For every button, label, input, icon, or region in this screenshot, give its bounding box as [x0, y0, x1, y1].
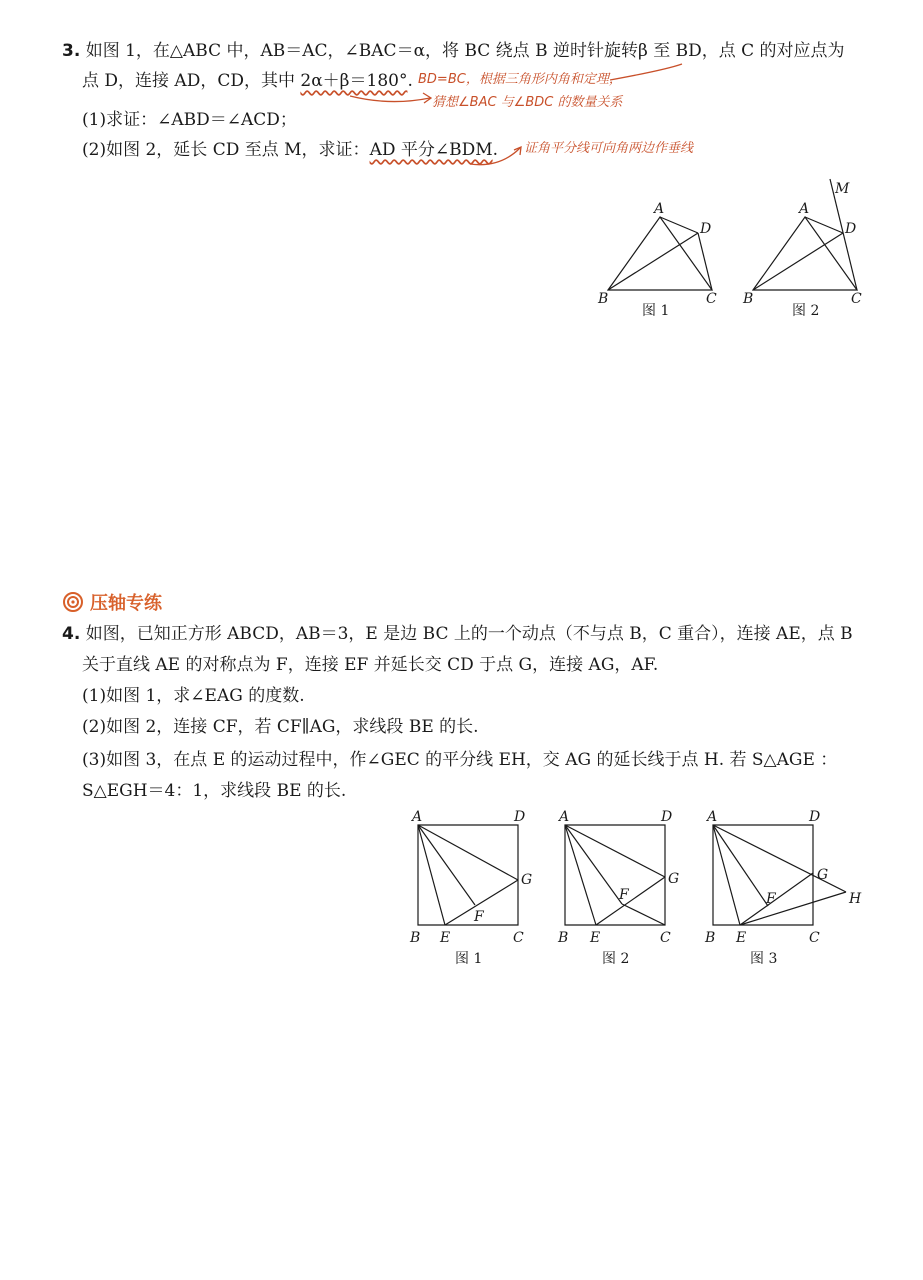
- label-g: G: [521, 872, 533, 888]
- p4-q3-line2: S△EGH＝4：1，求线段 BE 的长.: [82, 781, 347, 801]
- segment-af-3: [713, 825, 768, 906]
- label-f-3: F: [766, 891, 776, 907]
- segment-bd-2: [753, 233, 843, 290]
- p4-q2: (2)如图 2，连接 CF，若 CF∥AG，求线段 BE 的长.: [82, 717, 479, 737]
- label-a: A: [654, 201, 665, 217]
- label-e: E: [440, 930, 451, 946]
- annotation-arrow-2: [440, 140, 540, 170]
- square-abcd-3: [713, 825, 813, 925]
- label-f-2: F: [619, 887, 629, 903]
- target-icon: [62, 591, 84, 613]
- square-abcd: [418, 825, 518, 925]
- p3-line2-suffix: .: [407, 71, 413, 91]
- fig2-caption: 图 2: [602, 951, 630, 967]
- p4-figures: [400, 805, 880, 975]
- p3-line1-text: 如图 1，在△ABC 中，AB＝AC，∠BAC＝α，将 BC 绕点 B 逆时针旋转β 至 BD，点 C 的对应点为: [85, 41, 845, 61]
- annotation-arrow: [320, 60, 700, 110]
- label-b-2: B: [743, 291, 754, 307]
- p3-fig2: [742, 179, 862, 319]
- segment-ag: [418, 825, 518, 880]
- label-m: M: [835, 181, 850, 197]
- label-b-2: B: [558, 930, 569, 946]
- p3-condition: 2α＋β＝180°: [300, 71, 408, 91]
- fig1-caption: 图 1: [642, 303, 670, 319]
- label-c: C: [706, 291, 717, 307]
- label-c-3: C: [809, 930, 820, 946]
- label-b-3: B: [705, 930, 716, 946]
- p3-note2: 猜想∠BAC 与∠BDC 的数量关系: [432, 95, 623, 110]
- label-b: B: [410, 930, 421, 946]
- segment-af: [418, 825, 475, 905]
- segment-cf: [622, 904, 665, 925]
- p4-line1-text: 如图，已知正方形 ABCD，AB＝3，E 是边 BC 上的一个动点（不与点 B，C 重合），连接 AE，点 B: [85, 624, 853, 644]
- section-header: [62, 589, 162, 615]
- label-d-2: D: [661, 809, 673, 825]
- p3-q2-suffix: .: [492, 140, 499, 160]
- label-b: B: [598, 291, 609, 307]
- segment-ae: [418, 825, 445, 925]
- p3-figures: [590, 175, 880, 325]
- triangle-abc: [608, 217, 712, 290]
- label-c: C: [513, 930, 524, 946]
- fig1-caption: 图 1: [455, 951, 483, 967]
- segment-ae-2: [565, 825, 596, 925]
- label-g-3: G: [817, 867, 829, 883]
- p4-fig2: [557, 809, 679, 967]
- p3-note1: BD=BC，根据三角形内角和定理，: [418, 72, 622, 87]
- segment-eh: [740, 892, 846, 925]
- p4-fig3: [704, 809, 862, 967]
- p3-fig1: [597, 201, 717, 319]
- p3-line1: [62, 40, 845, 62]
- p3-q1: (1)求证：∠ABD＝∠ACD；: [82, 110, 297, 130]
- label-d-3: D: [809, 809, 821, 825]
- label-g-2: G: [668, 871, 680, 887]
- segment-af-2: [565, 825, 622, 904]
- p3-q2-target: AD 平分∠BDM: [369, 140, 493, 160]
- p4-number: 4.: [62, 624, 81, 644]
- label-a-3: A: [707, 809, 718, 825]
- label-a-2: A: [799, 201, 810, 217]
- label-d-2: D: [845, 221, 857, 237]
- p3-line2-prefix: 点 D，连接 AD，CD，其中: [82, 71, 301, 91]
- label-c-2: C: [851, 291, 862, 307]
- p3-q2: [82, 139, 498, 161]
- p3-q2-prefix: (2)如图 2，延长 CD 至点 M，求证：: [82, 140, 370, 160]
- segment-cd: [698, 233, 712, 290]
- label-h: H: [849, 891, 862, 907]
- label-e-2: E: [590, 930, 601, 946]
- fig2-caption: 图 2: [792, 303, 820, 319]
- segment-bd: [608, 233, 698, 290]
- label-d: D: [700, 221, 712, 237]
- label-e-3: E: [736, 930, 747, 946]
- label-c-2: C: [660, 930, 671, 946]
- p4-fig1: [409, 809, 532, 967]
- p4-line1: [62, 623, 853, 645]
- label-a: A: [412, 809, 423, 825]
- p3-number: 3.: [62, 41, 81, 61]
- p4-q3-line1: (3)如图 3，在点 E 的运动过程中，作∠GEC 的平分线 EH，交 AG 的延长线于点 H. 若 S△AGE ：: [82, 750, 838, 770]
- fig3-caption: 图 3: [750, 951, 778, 967]
- p4-line2: 关于直线 AE 的对称点为 F，连接 EF 并延长交 CD 于点 G，连接 AG，AF.: [82, 655, 659, 675]
- label-d: D: [514, 809, 526, 825]
- segment-ag-2: [565, 825, 665, 877]
- label-a-2: A: [559, 809, 570, 825]
- segment-eg-2: [596, 877, 665, 925]
- p4-q1: (1)如图 1，求∠EAG 的度数.: [82, 686, 305, 706]
- p3-note3: 证角平分线可向角两边作垂线: [524, 141, 694, 156]
- label-f: F: [474, 909, 484, 925]
- section-title: 压轴专练: [90, 593, 162, 614]
- segment-ae-3: [713, 825, 740, 925]
